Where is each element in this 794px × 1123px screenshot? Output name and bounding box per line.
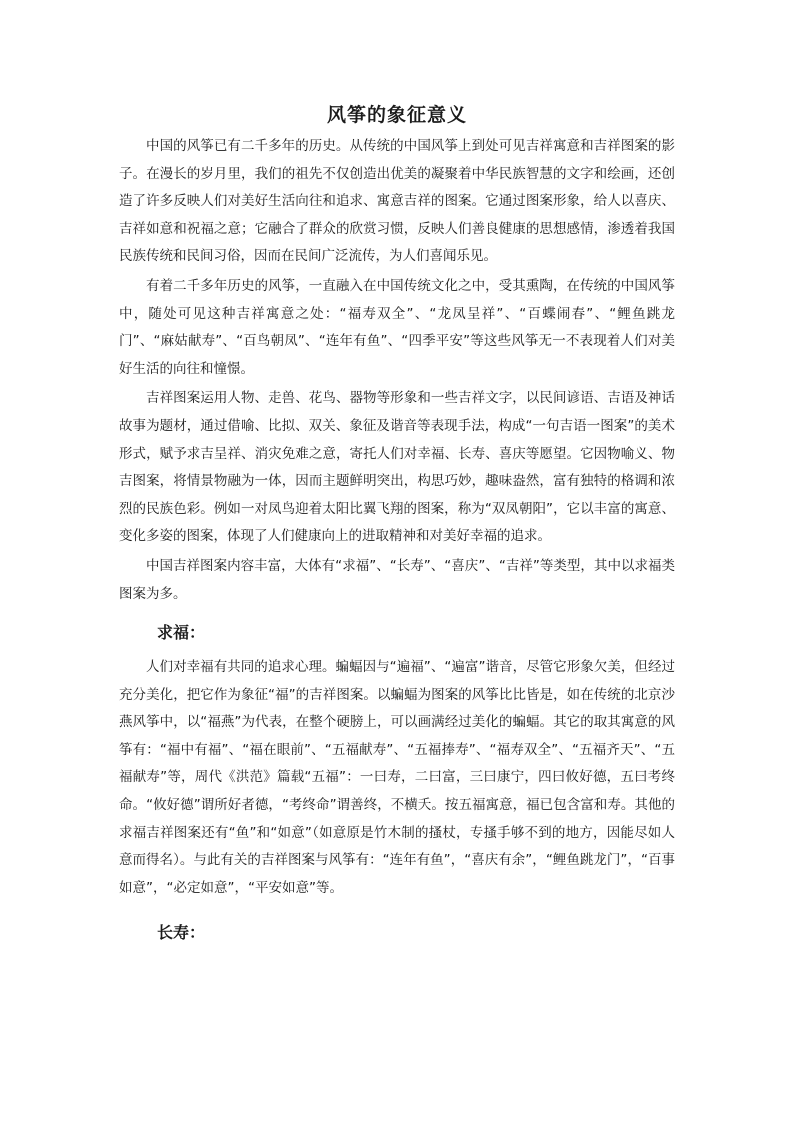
paragraph-intro-1: 中国的风筝已有二千多年的历史。从传统的中国风筝上到处可见吉祥寓意和吉祥图案的影子。在漫长的岁月里，我们的祖先不仅创造出优美的凝聚着中华民族智慧的文字和绘画，还创造了许多反映人们对美好生活向往和追求、寓意吉祥的图案。它通过图案形象，给人以喜庆、吉祥如意和祝福之意；它融合了群众的欣赏习惯，反映人们善良健康的思想感情，渗透着我国民族传统和民间习俗，因而在民间广泛流传，为人们喜闻乐见。 [119,138,675,265]
paragraph-intro-3: 吉祥图案运用人物、走兽、花鸟、器物等形象和一些吉祥文字，以民间谚语、吉语及神话故事为题材，通过借喻、比拟、双关、象征及谐音等表现手法，构成“一句吉语一图案”的美术形式，赋予求吉呈祥、消灾免难之意，寄托人们对幸福、长寿、喜庆等愿望。它因物喻义、物吉图案，将情景物融为一体，因而主题鲜明突出，构思巧妙，趣味盎然，富有独特的格调和浓烈的民族色彩。例如一对凤鸟迎着太阳比翼飞翔的图案，称为“双凤朝阳”，它以丰富的寓意、变化多姿的图案，体现了人们健康向上的进取精神和对美好幸福的追求。 [119,390,675,545]
section-heading-changshou: 长寿： [157,923,206,943]
paragraph-intro-2: 有着二千多年历史的风筝，一直融入在中国传统文化之中，受其熏陶，在传统的中国风筝中，随处可见这种吉祥寓意之处：“福寿双全”、“龙凤呈祥”、“百蝶闹春”、“鲤鱼跳龙门”、“麻姑献寿”、“百鸟朝凤”、“连年有鱼”、“四季平安”等这些风筝无一不表现着人们对美好生活的向往和憧憬。 [119,277,675,377]
paragraph-qiufu: 人们对幸福有共同的追求心理。蝙蝠因与“遍福”、“遍富”谐音，尽管它形象欠美，但经过充分美化，把它作为象征“福”的吉祥图案。以蝙蝠为图案的风筝比比皆是，如在传统的北京沙燕风筝中，以“福燕”为代表，在整个硬膀上，可以画满经过美化的蝙蝠。其它的取其寓意的风筝有：“福中有福”、“福在眼前”、“五福献寿”、“五福捧寿”、“福寿双全”、“五福齐天”、“五福献寿”等，周代《洪范》篇载“五福”：一曰寿，二曰富，三曰康宁，四曰攸好德，五曰考终命。“攸好德”谓所好者德，“考终命”谓善终，不横夭。按五福寓意，福已包含富和寿。其他的求福吉祥图案还有“鱼”和“如意”（如意原是竹木制的搔杖，专搔手够不到的地方，因能尽如人意而得名）。与此有关的吉祥图案与风筝有：“连年有鱼”，“喜庆有余”，“鲤鱼跳龙门”，“百事如意”，“必定如意”，“平安如意”等。 [119,659,675,896]
document-page [119,100,675,954]
paragraph-intro-4: 中国吉祥图案内容丰富，大体有“求福”、“长寿”、“喜庆”、“吉祥”等类型，其中以求福类图案为多。 [119,557,675,602]
document-title: 风筝的象征意义 [326,104,467,126]
section-heading-qiufu: 求福： [157,623,206,643]
